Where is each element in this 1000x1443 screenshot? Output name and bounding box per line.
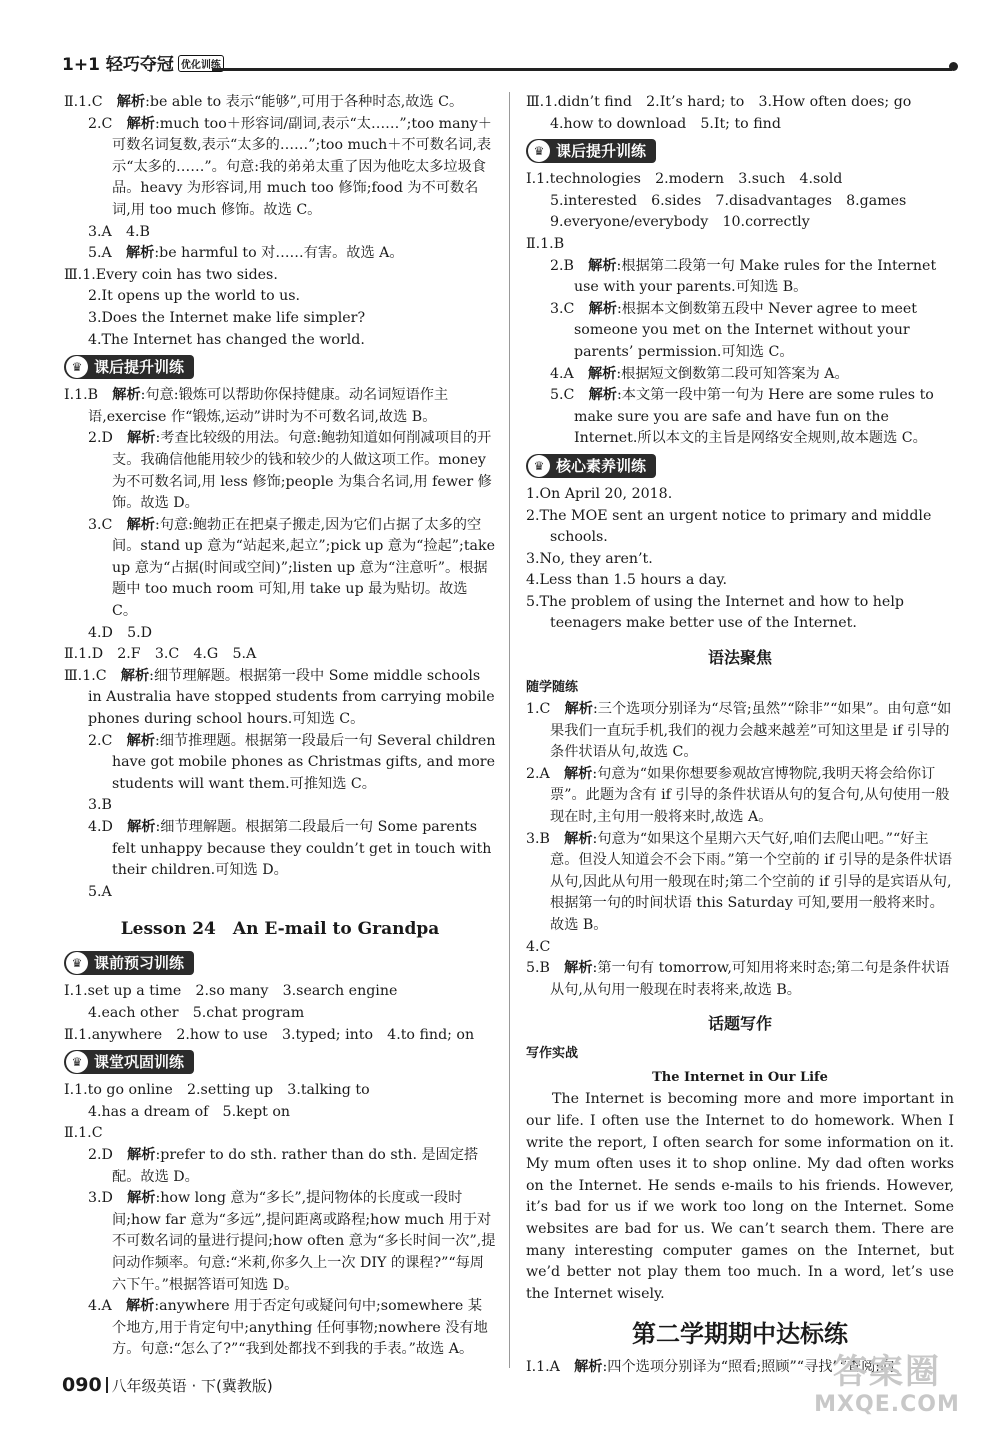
writing-subheading: 写作实战 bbox=[526, 1046, 579, 1062]
crown-icon: ♛ bbox=[66, 1051, 88, 1073]
answer-item: Ⅰ.1.set up a time 2.so many 3.search engine bbox=[64, 983, 398, 1000]
answer-item: 3.B bbox=[88, 797, 112, 814]
watermark-logo bbox=[802, 1352, 972, 1422]
analysis-label: 解析 bbox=[126, 516, 155, 533]
answer-item: 4.how to download 5.It; to find bbox=[550, 115, 781, 132]
answer-item: Ⅱ.1.B bbox=[526, 235, 565, 252]
crown-icon: ♛ bbox=[528, 455, 550, 477]
answer-item: 4.each other 5.chat program bbox=[88, 1004, 305, 1021]
grammar-subheading: 随学随练 bbox=[526, 680, 579, 696]
watermark-domain: MXQE.COM bbox=[814, 1392, 960, 1417]
header-rule-end-dot bbox=[949, 62, 958, 71]
midterm-first-answer: Ⅰ.1.A 解析:四个选项分别译为“照看;照顾”“寻找”“查阅;向 bbox=[526, 1359, 895, 1376]
answer-item: 2.The MOE sent an urgent notice to primary and middle schools. bbox=[526, 507, 932, 546]
answer-item: 9.everyone/everybody 10.correctly bbox=[550, 214, 810, 231]
analysis-label: 解析 bbox=[112, 387, 141, 404]
answer-item: 2.D 解析:prefer to do sth. rather than do sth. 是固定搭配。故选 D。 bbox=[88, 1146, 479, 1185]
header-rule bbox=[212, 68, 952, 71]
answer-item: 3.Does the Internet make life simpler? bbox=[88, 309, 366, 326]
answer-item: 2.D 解析:考查比较级的用法。句意:鲍勃知道如何削减项目的开支。我确信他能用较少的钱和较少的人做这项工作。money 为不可数名词,用 less 修饰;people 为集合名词,用 fewer 修饰。故选 D。 bbox=[88, 430, 492, 512]
essay-body: The Internet is becoming more and more important in our life. I often use the Internet to do homework. When I write the report, I often search for some information on it. My mum often uses it to shop online. My dad often works on the Internet. He sends e-mails to his friends. However, it’s bad for us if we work too long on the Internet. Some websites are bad for us. We can’t search them. There are many interesting computer games on the Internet, but we’d better not play them too much. In a word, let’s use the Internet wisely. bbox=[526, 1091, 954, 1302]
analysis-label: 解析 bbox=[126, 115, 155, 132]
answer-item: 5.B 解析:第一句有 tomorrow,可知用将来时态;第二句是条件状语从句,从句用一般现在时表将来,故选 B。 bbox=[526, 960, 950, 998]
midterm-title: 第二学期期中达标练 bbox=[632, 1320, 848, 1349]
answers-block bbox=[526, 169, 954, 450]
section-banner-preview: ♛ 课前预习训练 bbox=[64, 951, 496, 977]
answers-block bbox=[64, 981, 496, 1046]
analysis-label: 解析 bbox=[588, 300, 617, 317]
answer-item: Ⅱ.1.C 解析:be able to 表示“能够”,可用于各种时态,故选 C。 bbox=[64, 94, 464, 110]
answer-item: 3.No, they aren’t. bbox=[526, 550, 653, 567]
page-header bbox=[62, 46, 952, 80]
analysis-label: 解析 bbox=[564, 830, 593, 847]
answer-item: Ⅲ.1.Every coin has two sides. bbox=[64, 266, 278, 283]
grammar-section-title: 语法聚焦 bbox=[707, 648, 772, 668]
answer-item: 5.C 解析:本文第一段中第一句为 Here are some rules to make sure you are safe and have fun on the Internet.所以本文的主旨是网络安全规则,故本题选 C。 bbox=[550, 387, 934, 447]
answer-item: 3.C 解析:根据本文倒数第五段中 Never agree to meet someone you met on the Internet without your parents’ permission.可知选 C。 bbox=[550, 300, 917, 360]
analysis-label: 解析 bbox=[563, 765, 593, 782]
crown-icon: ♛ bbox=[66, 952, 88, 974]
section-banner-in-class: ♛ 课堂巩固训练 bbox=[64, 1050, 496, 1076]
answer-item: 4.A 解析:anywhere 用于否定句或疑问句中;somewhere 某个地方,用于肯定句中;anything 任何事物;nowhere 没有地方。句意:“怎么了?”“我到处都找不到我的手表。”故选 A。 bbox=[88, 1298, 488, 1358]
answer-item: Ⅱ.1.anywhere 2.how to use 3.typed; into 4.to find; on bbox=[64, 1026, 475, 1043]
analysis-label: 解析 bbox=[127, 819, 156, 835]
answer-item: Ⅰ.1.B 解析:句意:锻炼可以帮助你保持健康。动名词短语作主语,exercise 作“锻炼,运动”讲时为不可数名词,故选 B。 bbox=[64, 387, 449, 425]
answers-block bbox=[526, 484, 954, 635]
watermark-line: 答案圈 bbox=[833, 1352, 941, 1392]
answer-item: 4.A 解析:根据短文倒数第二段可知答案为 A。 bbox=[550, 365, 849, 382]
analysis-label: 解析 bbox=[125, 1298, 155, 1315]
brand-logo bbox=[62, 50, 224, 75]
answers-block bbox=[526, 92, 954, 135]
book-title: 八年级英语 · 下(冀教版) bbox=[111, 1377, 273, 1395]
section-banner-after-class: ♛ 课后提升训练 bbox=[64, 355, 496, 381]
analysis-label: 解析 bbox=[126, 732, 155, 749]
brand-name: 1+1 轻巧夺冠 bbox=[62, 55, 174, 75]
crown-icon: ♛ bbox=[66, 356, 88, 378]
answer-item: 2.B 解析:根据第二段第一句 Make rules for the Internet use with your parents.可知选 B。 bbox=[550, 257, 937, 296]
section-banner-after-class: ♛ 课后提升训练 bbox=[526, 139, 954, 165]
answer-item: Ⅲ.1.C 解析:细节理解题。根据第一段中 Some middle schools in Australia have stopped students from carrying mobile phones during school hours.可知选 C。 bbox=[64, 667, 495, 728]
answer-item: 3.C 解析:句意:鲍勃正在把桌子搬走,因为它们占据了太多的空间。stand up 意为“站起来,起立”;pick up 意为“捡起”;take up 意为“占据(时间或空间)”;listen up 意为“注意听”。根据题中 too much room 可知,用 take up 最为贴切。故选 C。 bbox=[88, 516, 495, 620]
writing-section-title: 话题写作 bbox=[707, 1014, 772, 1034]
analysis-label: 解析 bbox=[127, 1146, 156, 1163]
answers-block bbox=[64, 385, 496, 903]
answer-item: 4.D 解析:细节理解题。根据第二段最后一句 Some parents felt unhappy because they couldn’t get in touch with their children.可知选 D。 bbox=[88, 819, 492, 879]
answer-item: 2.C 解析:much too＋形容词/副词,表示“太……”;too many＋可数名词复数,表示“太多的……”;too much＋不可数名词,表示“太多的……”。句意:我的弟弟太重了因为他吃太多垃圾食品。heavy 为形容词,用 much too 修饰;food 为不可数名词,用 too much 修饰。故选 C。 bbox=[88, 115, 492, 218]
left-column bbox=[64, 92, 496, 1364]
column-divider bbox=[509, 92, 510, 1368]
analysis-label: 解析 bbox=[564, 960, 593, 977]
answer-item: 2.C 解析:细节推理题。根据第一段最后一句 Several children have got mobile phones as Christmas gifts, and more students will want them.可推知选 C。 bbox=[88, 732, 496, 792]
answer-item: 4.Less than 1.5 hours a day. bbox=[526, 572, 727, 589]
answer-item: 2.It opens up the world to us. bbox=[88, 288, 301, 305]
answer-item: 3.D 解析:how long 意为“多长”,提问物体的长度或一段时间;how far 意为“多远”,提问距离或路程;how much 用于对不可数名词的量进行提问;how often 意为“多长时间一次”,提问动作频率。句意:“米莉,你多久上一次 DIY 的课程?”“每周六下午。”根据答语可知选 D。 bbox=[88, 1190, 496, 1293]
analysis-label: 解析 bbox=[125, 245, 155, 262]
page-footer bbox=[62, 1374, 482, 1398]
answer-item: Ⅰ.1.technologies 2.modern 3.such 4.sold bbox=[526, 171, 843, 188]
section-banner-core: ♛ 核心素养训练 bbox=[526, 454, 954, 480]
lesson-title: Lesson 24 An E-mail to Grandpa bbox=[120, 919, 440, 940]
answer-item: 4.The Internet has changed the world. bbox=[88, 331, 365, 348]
answer-item: 4.D 5.D bbox=[88, 624, 153, 641]
answer-item: 5.A 解析:be harmful to 对……有害。故选 A。 bbox=[88, 245, 404, 262]
answers-block bbox=[526, 699, 954, 1001]
answer-item: Ⅲ.1.didn’t find 2.It’s hard; to 3.How often does; go bbox=[526, 94, 912, 110]
answer-item: Ⅰ.1.to go online 2.setting up 3.talking to bbox=[64, 1082, 370, 1099]
answer-item: 3.B 解析:句意为“如果这个星期六天气好,咱们去爬山吧。”“好主意。但没人知道会不会下雨。”第一个空前的 if 引导的是条件状语从句,因此从句用一般现在时;第二个空前的 if 引导的是宾语从句,根据第一句的时间状语 this Saturday 可知,要用一般将来时。故选 B。 bbox=[526, 830, 953, 933]
answer-item: Ⅱ.1.D 2.F 3.C 4.G 5.A bbox=[64, 646, 257, 663]
answer-item: 5.The problem of using the Internet and how to help teenagers make better use of the Internet. bbox=[526, 593, 904, 632]
crown-icon: ♛ bbox=[528, 140, 550, 162]
answers-block bbox=[64, 92, 496, 351]
page-number: 090 bbox=[62, 1374, 102, 1396]
answer-item: 1.On April 20, 2018. bbox=[526, 485, 673, 502]
analysis-label: 解析 bbox=[116, 94, 146, 110]
brand-tag: 优化训练 bbox=[178, 55, 224, 72]
analysis-label: 解析 bbox=[120, 667, 150, 684]
analysis-label: 解析 bbox=[564, 701, 593, 718]
analysis-label: 解析 bbox=[587, 365, 617, 382]
analysis-label: 解析 bbox=[574, 1359, 603, 1376]
answer-item: 3.A 4.B bbox=[88, 223, 150, 240]
analysis-label: 解析 bbox=[588, 387, 617, 404]
answer-item: Ⅱ.1.C bbox=[64, 1125, 103, 1142]
answers-block bbox=[64, 1080, 496, 1361]
analysis-label: 解析 bbox=[127, 430, 156, 447]
essay-title: The Internet in Our Life bbox=[652, 1070, 828, 1086]
answer-item: 4.has a dream of 5.kept on bbox=[88, 1103, 291, 1120]
answer-item: 2.A 解析:句意为“如果你想要参观故宫博物院,我明天将会给你订票”。此题为含有 if 引导的条件状语从句的复合句,从句使用一般现在时,主句用一般将来时,故选 A。 bbox=[526, 765, 950, 826]
answer-item: 5.A bbox=[88, 883, 112, 900]
analysis-label: 解析 bbox=[588, 257, 617, 274]
answer-item: 5.interested 6.sides 7.disadvantages 8.games bbox=[550, 192, 907, 209]
analysis-label: 解析 bbox=[127, 1190, 156, 1207]
answer-item: 4.C bbox=[526, 938, 551, 955]
answer-item: 1.C 解析:三个选项分别译为“尽管;虽然”“除非”“如果”。由句意“如果我们一直玩手机,我们的视力会越来越差”可知这里是 if 引导的条件状语从句,故选 C。 bbox=[526, 701, 952, 761]
footer-separator bbox=[106, 1377, 108, 1393]
